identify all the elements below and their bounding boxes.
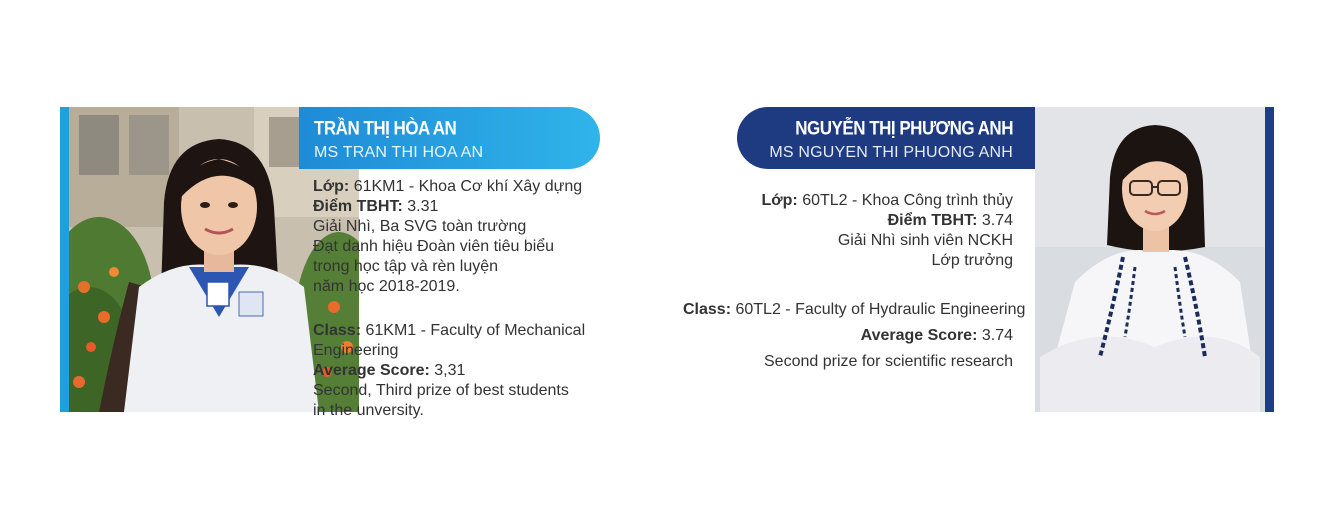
student-card-nguyen-thi-phuong-anh (683, 107, 1274, 412)
achievement-line: năm học 2018-2019. (313, 278, 460, 295)
name-banner (737, 107, 1035, 169)
achievement-line: in the unversity. (313, 402, 424, 419)
class-label: Lớp: (761, 192, 798, 209)
student-name-vn: TRẦN THỊ HÒA AN (314, 117, 457, 139)
achievement-line: Lớp trưởng (931, 252, 1013, 269)
accent-edge (60, 107, 69, 412)
score-line-en (683, 323, 1013, 349)
class-label: Class: (683, 301, 732, 318)
class-value: 60TL2 - Khoa Công trình thủy (797, 192, 1013, 209)
score-label: Điểm TBHT: (887, 212, 978, 229)
achievement-line: Giải Nhì sinh viên NCKH (837, 232, 1013, 249)
student-name-en: MS TRAN THI HOA AN (314, 144, 484, 161)
student-card-tran-thi-hoa-an (60, 107, 620, 419)
achievement-line: Giải Nhì, Ba SVG toàn trường (313, 218, 527, 235)
score-line-vn (683, 211, 1013, 231)
score-line-en (313, 361, 613, 381)
score-label: Average Score: (313, 362, 430, 379)
class-line-vn (683, 191, 1013, 211)
achievement-line: Second prize for scientific research (764, 353, 1013, 370)
class-value: 61KM1 - Khoa Cơ khí Xây dựng (349, 178, 583, 195)
student-info (683, 191, 1026, 375)
score-value: 3.74 (977, 212, 1013, 229)
score-value: 3.74 (977, 327, 1013, 344)
student-photo (1035, 107, 1265, 412)
class-label: Class: (313, 322, 362, 339)
class-label: Lớp: (313, 178, 350, 195)
class-line-vn (313, 177, 613, 197)
score-label: Điểm TBHT: (313, 198, 403, 215)
class-value: 61KM1 - Faculty of Mechanical (361, 322, 586, 339)
student-name-en: MS NGUYEN THI PHUONG ANH (769, 144, 1013, 161)
achievement-line: Second, Third prize of best students (313, 382, 569, 399)
score-value: 3.31 (402, 198, 439, 215)
name-banner (299, 107, 600, 169)
class-value-cont: Engineering (313, 342, 399, 359)
achievement-line: trong học tập và rèn luyện (313, 258, 499, 275)
score-value: 3,31 (429, 362, 466, 379)
score-label: Average Score: (860, 327, 978, 344)
student-info (313, 177, 613, 421)
accent-edge (1265, 107, 1274, 412)
student-name-vn: NGUYỄN THỊ PHƯƠNG ANH (795, 117, 1013, 139)
achievement-line: Đạt danh hiệu Đoàn viên tiêu biểu (313, 238, 555, 255)
class-value: 60TL2 - Faculty of Hydraulic Engineering (731, 301, 1026, 318)
class-line-en (683, 297, 1026, 323)
class-line-en (313, 321, 613, 341)
score-line-vn (313, 197, 613, 217)
